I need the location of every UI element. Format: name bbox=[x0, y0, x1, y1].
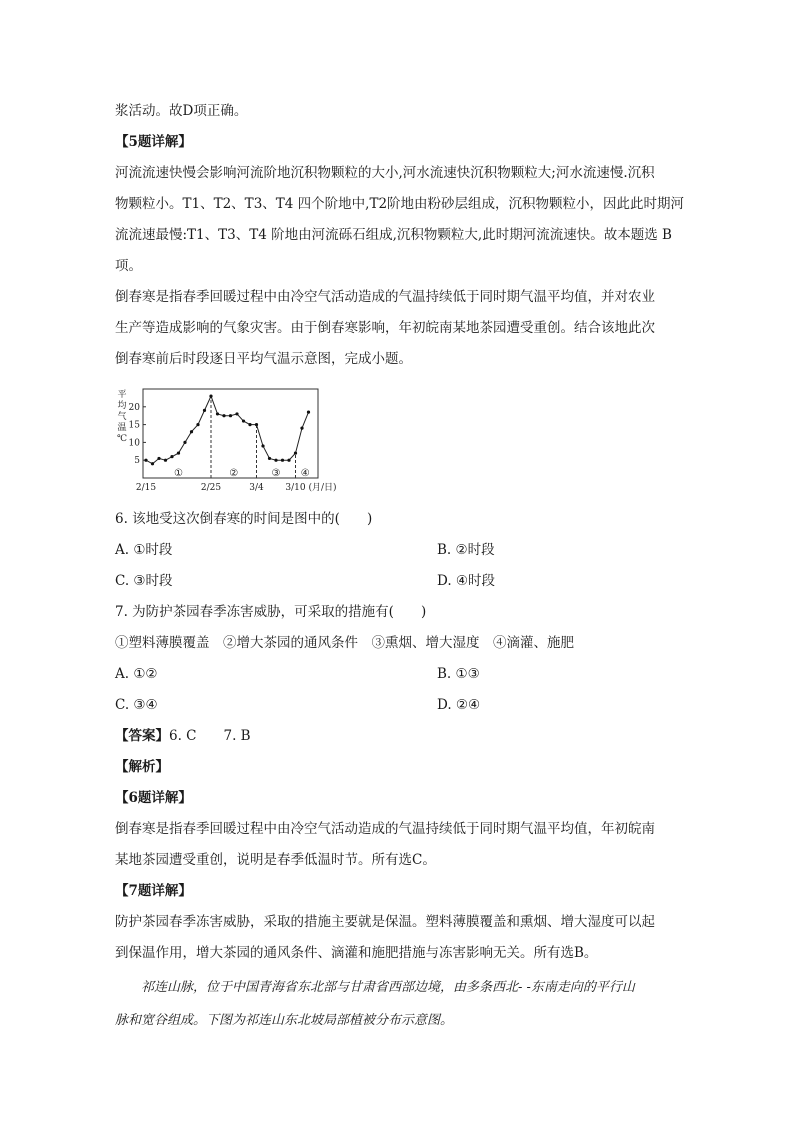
data-point bbox=[281, 459, 284, 462]
text-line: 生产等造成影响的气象灾害。由于倒春寒影响，年初皖南某地茶园遭受重创。结合该地此次 bbox=[115, 320, 655, 336]
q7-explanation-heading: 【7题详解】 bbox=[115, 883, 192, 899]
data-point bbox=[242, 419, 245, 422]
y-tick-label: 10 bbox=[128, 438, 140, 449]
x-tick-label: 2/25 bbox=[200, 483, 222, 493]
data-point bbox=[235, 412, 238, 415]
data-point bbox=[190, 430, 193, 433]
data-point bbox=[203, 409, 206, 412]
text-line: 到保温作用，增大茶园的通风条件、滴灌和施肥措施与冻害影响无关。所有选B。 bbox=[115, 945, 598, 961]
text-line: 倒春寒是指春季回暖过程中由冷空气活动造成的气温持续低于同时期气温平均值，年初皖南 bbox=[115, 821, 655, 837]
q6-explanation-heading: 【6题详解】 bbox=[115, 790, 192, 806]
text-line: 某地茶园遭受重创，说明是春季低温时节。所有选C。 bbox=[115, 852, 436, 868]
q7-option-b: B. ①③ bbox=[437, 666, 480, 682]
segment-label: ① bbox=[174, 468, 183, 479]
data-point bbox=[222, 414, 225, 417]
text-line: 流流速最慢:T1、T3、T4 阶地由河流砾石组成,沉积物颗粒大,此时期河流流速快。故本题选 B bbox=[115, 227, 672, 243]
q6-option-a: A. ①时段 bbox=[115, 542, 173, 558]
data-point bbox=[300, 427, 303, 430]
plot-frame bbox=[143, 389, 318, 478]
temperature-line bbox=[146, 396, 309, 464]
y-axis-label-char: 均 bbox=[117, 401, 127, 411]
data-point bbox=[307, 411, 310, 414]
passage-line: 祁连山脉，位于中国青海省东北部与甘肃省西部边境，由多条西北- -东南走向的平行山 bbox=[115, 980, 635, 995]
y-axis-label-char: 温 bbox=[117, 423, 127, 433]
answer-line bbox=[115, 727, 251, 745]
x-axis-label: (月/日) bbox=[308, 483, 337, 493]
data-point bbox=[261, 444, 264, 447]
answer-label: 【答案】 bbox=[115, 728, 169, 744]
y-axis-label-char: ℃ bbox=[116, 434, 128, 444]
text-line: 河流流速快慢会影响河流阶地沉积物颗粒的大小,河水流速快沉积物颗粒大;河水流速慢.沉积 bbox=[115, 165, 655, 181]
data-point bbox=[144, 459, 147, 462]
text-line: 浆活动。故D项正确。 bbox=[115, 103, 248, 119]
answer-value: 6. C 7. B bbox=[169, 728, 251, 744]
q7-option-c: C. ③④ bbox=[115, 697, 158, 713]
y-axis-label-char: 气 bbox=[117, 412, 127, 422]
y-axis-label-char: 平 bbox=[117, 390, 127, 400]
q7-option-d: D. ②④ bbox=[437, 697, 481, 713]
q6-stem: 6. 该地受这次倒春寒的时间是图中的( ) bbox=[115, 511, 373, 527]
analysis-heading: 【解析】 bbox=[115, 759, 169, 775]
data-point bbox=[294, 451, 297, 454]
x-tick-label: 2/15 bbox=[135, 483, 157, 493]
data-point bbox=[255, 423, 258, 426]
text-line: 倒春寒是指春季回暖过程中由冷空气活动造成的气温持续低于同时期气温平均值，并对农业 bbox=[115, 289, 655, 305]
data-point bbox=[274, 459, 277, 462]
data-point bbox=[229, 414, 232, 417]
segment-label: ④ bbox=[300, 468, 310, 479]
text-line: 防护茶园春季冻害威胁，采取的措施主要就是保温。塑料薄膜覆盖和熏烟、增大湿度可以起 bbox=[115, 914, 655, 930]
q7-option-a: A. ①② bbox=[115, 666, 158, 682]
data-point bbox=[157, 457, 160, 460]
temperature-chart bbox=[115, 385, 337, 500]
data-point bbox=[170, 455, 173, 458]
data-point bbox=[196, 423, 199, 426]
y-tick-label: 15 bbox=[128, 420, 140, 431]
data-point bbox=[287, 459, 290, 462]
data-point bbox=[248, 423, 251, 426]
data-point bbox=[268, 457, 271, 460]
x-tick-label: 3/4 bbox=[249, 483, 264, 493]
y-tick-label: 5 bbox=[134, 456, 140, 467]
text-line: 项。 bbox=[115, 258, 142, 274]
q7-stem: 7. 为防护茶园春季冻害威胁，可采取的措施有( ) bbox=[115, 604, 427, 620]
q5-explanation-heading: 【5题详解】 bbox=[115, 134, 192, 150]
data-point bbox=[177, 451, 180, 454]
data-point bbox=[209, 395, 212, 398]
y-tick-label: 20 bbox=[128, 402, 140, 413]
segment-label: ② bbox=[229, 468, 239, 479]
text-line: 物颗粒小。T1、T2、T3、T4 四个阶地中,T2阶地由粉砂层组成，沉积物颗粒小，因此此时期河 bbox=[115, 196, 685, 212]
q6-option-d: D. ④时段 bbox=[437, 573, 496, 589]
q6-option-c: C. ③时段 bbox=[115, 573, 173, 589]
data-point bbox=[183, 441, 186, 444]
data-point bbox=[164, 459, 167, 462]
text-line: 倒春寒前后时段逐日平均气温示意图，完成小题。 bbox=[115, 351, 412, 367]
segment-label: ③ bbox=[271, 468, 281, 479]
q7-items: ①塑料薄膜覆盖 ②增大茶园的通风条件 ③熏烟、增大湿度 ④滴灌、施肥 bbox=[115, 635, 574, 651]
passage-line: 脉和宽谷组成。下图为祁连山东北坡局部植被分布示意图。 bbox=[115, 1013, 454, 1028]
x-tick-label: 3/10 bbox=[285, 483, 306, 493]
q6-option-b: B. ②时段 bbox=[437, 542, 495, 558]
data-point bbox=[151, 462, 154, 465]
data-point bbox=[216, 412, 219, 415]
